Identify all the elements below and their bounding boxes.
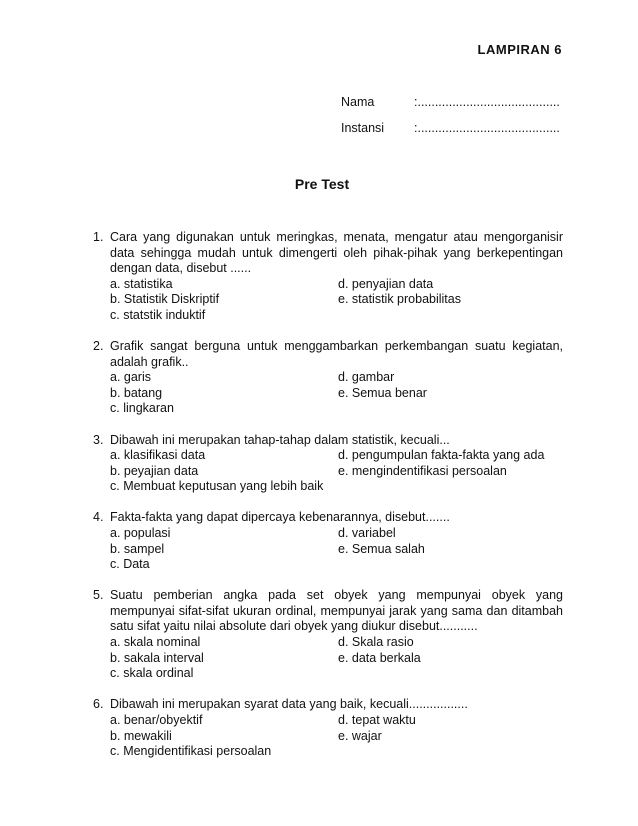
question-3-options (110, 448, 563, 495)
question-number: 6. (93, 697, 104, 712)
question-text: Dibawah ini merupakan syarat data yang baik, kecuali................. (110, 697, 468, 712)
option-c: c. lingkaran (110, 401, 174, 416)
option-e: e. wajar (338, 728, 382, 743)
question-number: 2. (93, 339, 104, 354)
option-d: d. variabel (338, 526, 396, 540)
option-b: b. sampel (110, 541, 165, 556)
option-e: e. Semua salah (338, 541, 425, 556)
page-title: Pre Test (294, 176, 350, 192)
option-b: b. mewakili (110, 728, 172, 743)
option-d: d. tepat waktu (338, 712, 416, 727)
option-c: c. Membuat keputusan yang lebih baik (110, 479, 324, 494)
option-e: e. data berkala (338, 650, 421, 665)
option-b: b. batang (110, 385, 163, 400)
question-4-text-row (93, 510, 563, 526)
option-b: b. Statistik Diskriptif (110, 292, 220, 307)
option-c: c. Mengidentifikasi persoalan (110, 744, 272, 759)
institution-row (341, 121, 560, 135)
question-6-text-row (93, 697, 563, 713)
question-1-text-row (93, 230, 563, 277)
question-number: 1. (93, 230, 104, 244)
option-b: b. sakala interval (110, 650, 204, 665)
question-number: 4. (93, 510, 104, 525)
question-5-options (110, 635, 563, 682)
question-2-text-row (93, 339, 563, 370)
question-2 (93, 339, 563, 417)
option-e: e. mengindentifikasi persoalan (338, 463, 507, 478)
option-b: b. peyajian data (110, 463, 199, 478)
option-c: c. skala ordinal (110, 666, 194, 681)
name-field[interactable]: :......................................... (414, 95, 560, 109)
question-5-text-row (93, 588, 563, 635)
option-d: d. Skala rasio (338, 635, 414, 650)
option-a: a. skala nominal (110, 635, 201, 650)
option-c: c. statstik induktif (110, 307, 206, 322)
question-1-options (110, 277, 563, 324)
option-a: a. klasifikasi data (110, 448, 206, 463)
question-2-options (110, 370, 563, 417)
option-e: e. statistik probabilitas (338, 292, 461, 307)
question-number: 3. (93, 432, 104, 447)
question-5 (93, 588, 563, 682)
question-text: Cara yang digunakan untuk meringkas, menata, mengatur atau mengorganisir data sehingga mudah untuk dimengerti oleh pihak-pihak yang berkepentingan dengan data, disebut ...... (110, 230, 563, 276)
appendix-label: LAMPIRAN 6 (477, 42, 562, 57)
question-text: Dibawah ini merupakan tahap-tahap dalam statistik, kecuali... (110, 432, 450, 447)
question-list (93, 230, 563, 775)
question-text: Grafik sangat berguna untuk menggambarkan perkembangan suatu kegiatan, adalah grafik.. (110, 339, 563, 369)
option-d: d. gambar (338, 370, 395, 385)
question-text: Fakta-fakta yang dapat dipercaya kebenarannya, disebut....... (110, 510, 450, 525)
question-6-options (110, 713, 563, 760)
option-c: c. Data (110, 557, 150, 572)
option-a: a. benar/obyektif (110, 712, 203, 727)
question-3-text-row (93, 433, 563, 449)
question-4-options (110, 526, 563, 573)
name-row (341, 95, 560, 109)
question-1 (93, 230, 563, 324)
option-e: e. Semua benar (338, 385, 427, 400)
question-number: 5. (93, 588, 104, 603)
question-3 (93, 433, 563, 495)
option-a: a. populasi (110, 526, 171, 540)
question-6 (93, 697, 563, 759)
option-a: a. garis (110, 370, 151, 385)
question-4 (93, 510, 563, 572)
name-label: Nama (341, 95, 375, 109)
option-d: d. pengumpulan fakta-fakta yang ada (338, 448, 545, 463)
question-text: Suatu pemberian angka pada set obyek yang mempunyai obyek yang mempunyai sifat-sifat ukuran ordinal, mempunyai jarak yang sama dan ditambah satu sifat yaitu nilai absolute dari obyek yang diukur disebut........... (110, 588, 563, 634)
option-a: a. statistika (110, 276, 173, 291)
institution-label: Instansi (341, 121, 385, 135)
option-d: d. penyajian data (338, 276, 434, 291)
institution-field[interactable]: :......................................... (414, 121, 560, 135)
